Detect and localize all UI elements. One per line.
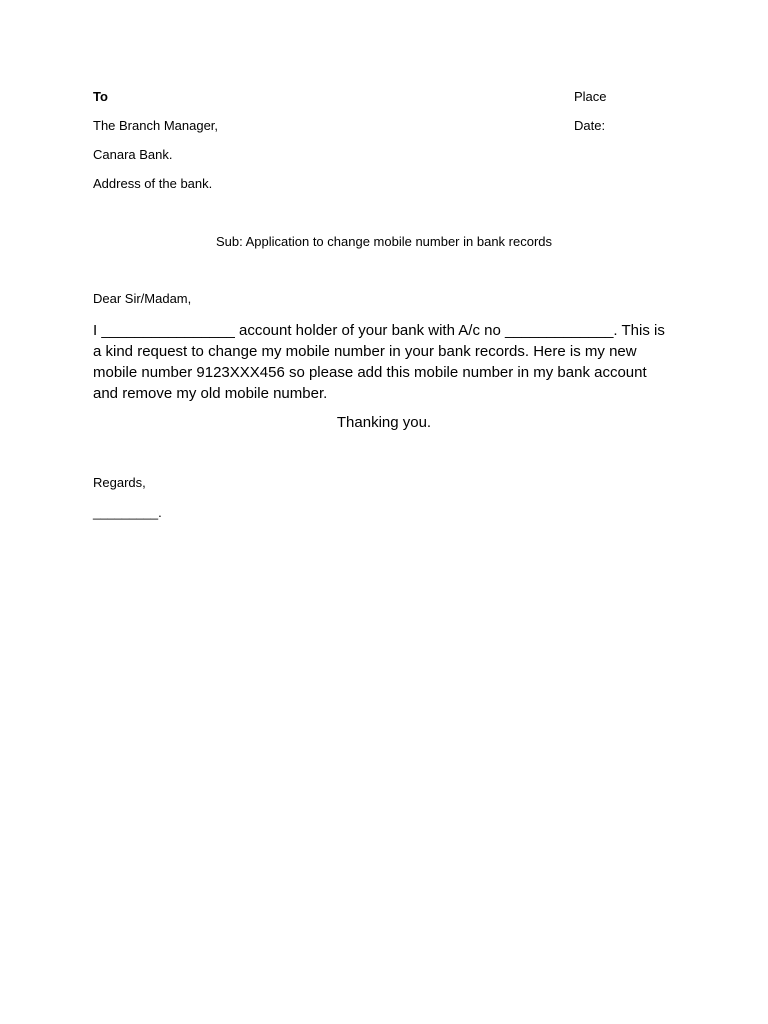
signature-blank: _________. [93, 505, 162, 520]
recipient-title: The Branch Manager, [93, 118, 219, 133]
place-label: Place [574, 89, 607, 104]
bank-address: Address of the bank. [93, 176, 213, 191]
body-line: a kind request to change my mobile number in your bank records. Here is my new [93, 343, 637, 360]
thanks-line: Thanking you. [336, 414, 432, 431]
date-label: Date: [574, 118, 606, 133]
closing-line: Regards, [93, 475, 146, 490]
body-line: and remove my old mobile number. [93, 385, 328, 402]
to-label: To [93, 89, 108, 104]
subject-line: Sub: Application to change mobile number in bank records [215, 234, 553, 249]
body-line: mobile number 9123XXX456 so please add this mobile number in my bank account [93, 364, 647, 381]
body-line: I ________________ account holder of your bank with A/c no _____________. This is [93, 322, 665, 339]
salutation: Dear Sir/Madam, [93, 291, 192, 306]
body-paragraph [93, 320, 673, 404]
bank-name: Canara Bank. [93, 147, 173, 162]
